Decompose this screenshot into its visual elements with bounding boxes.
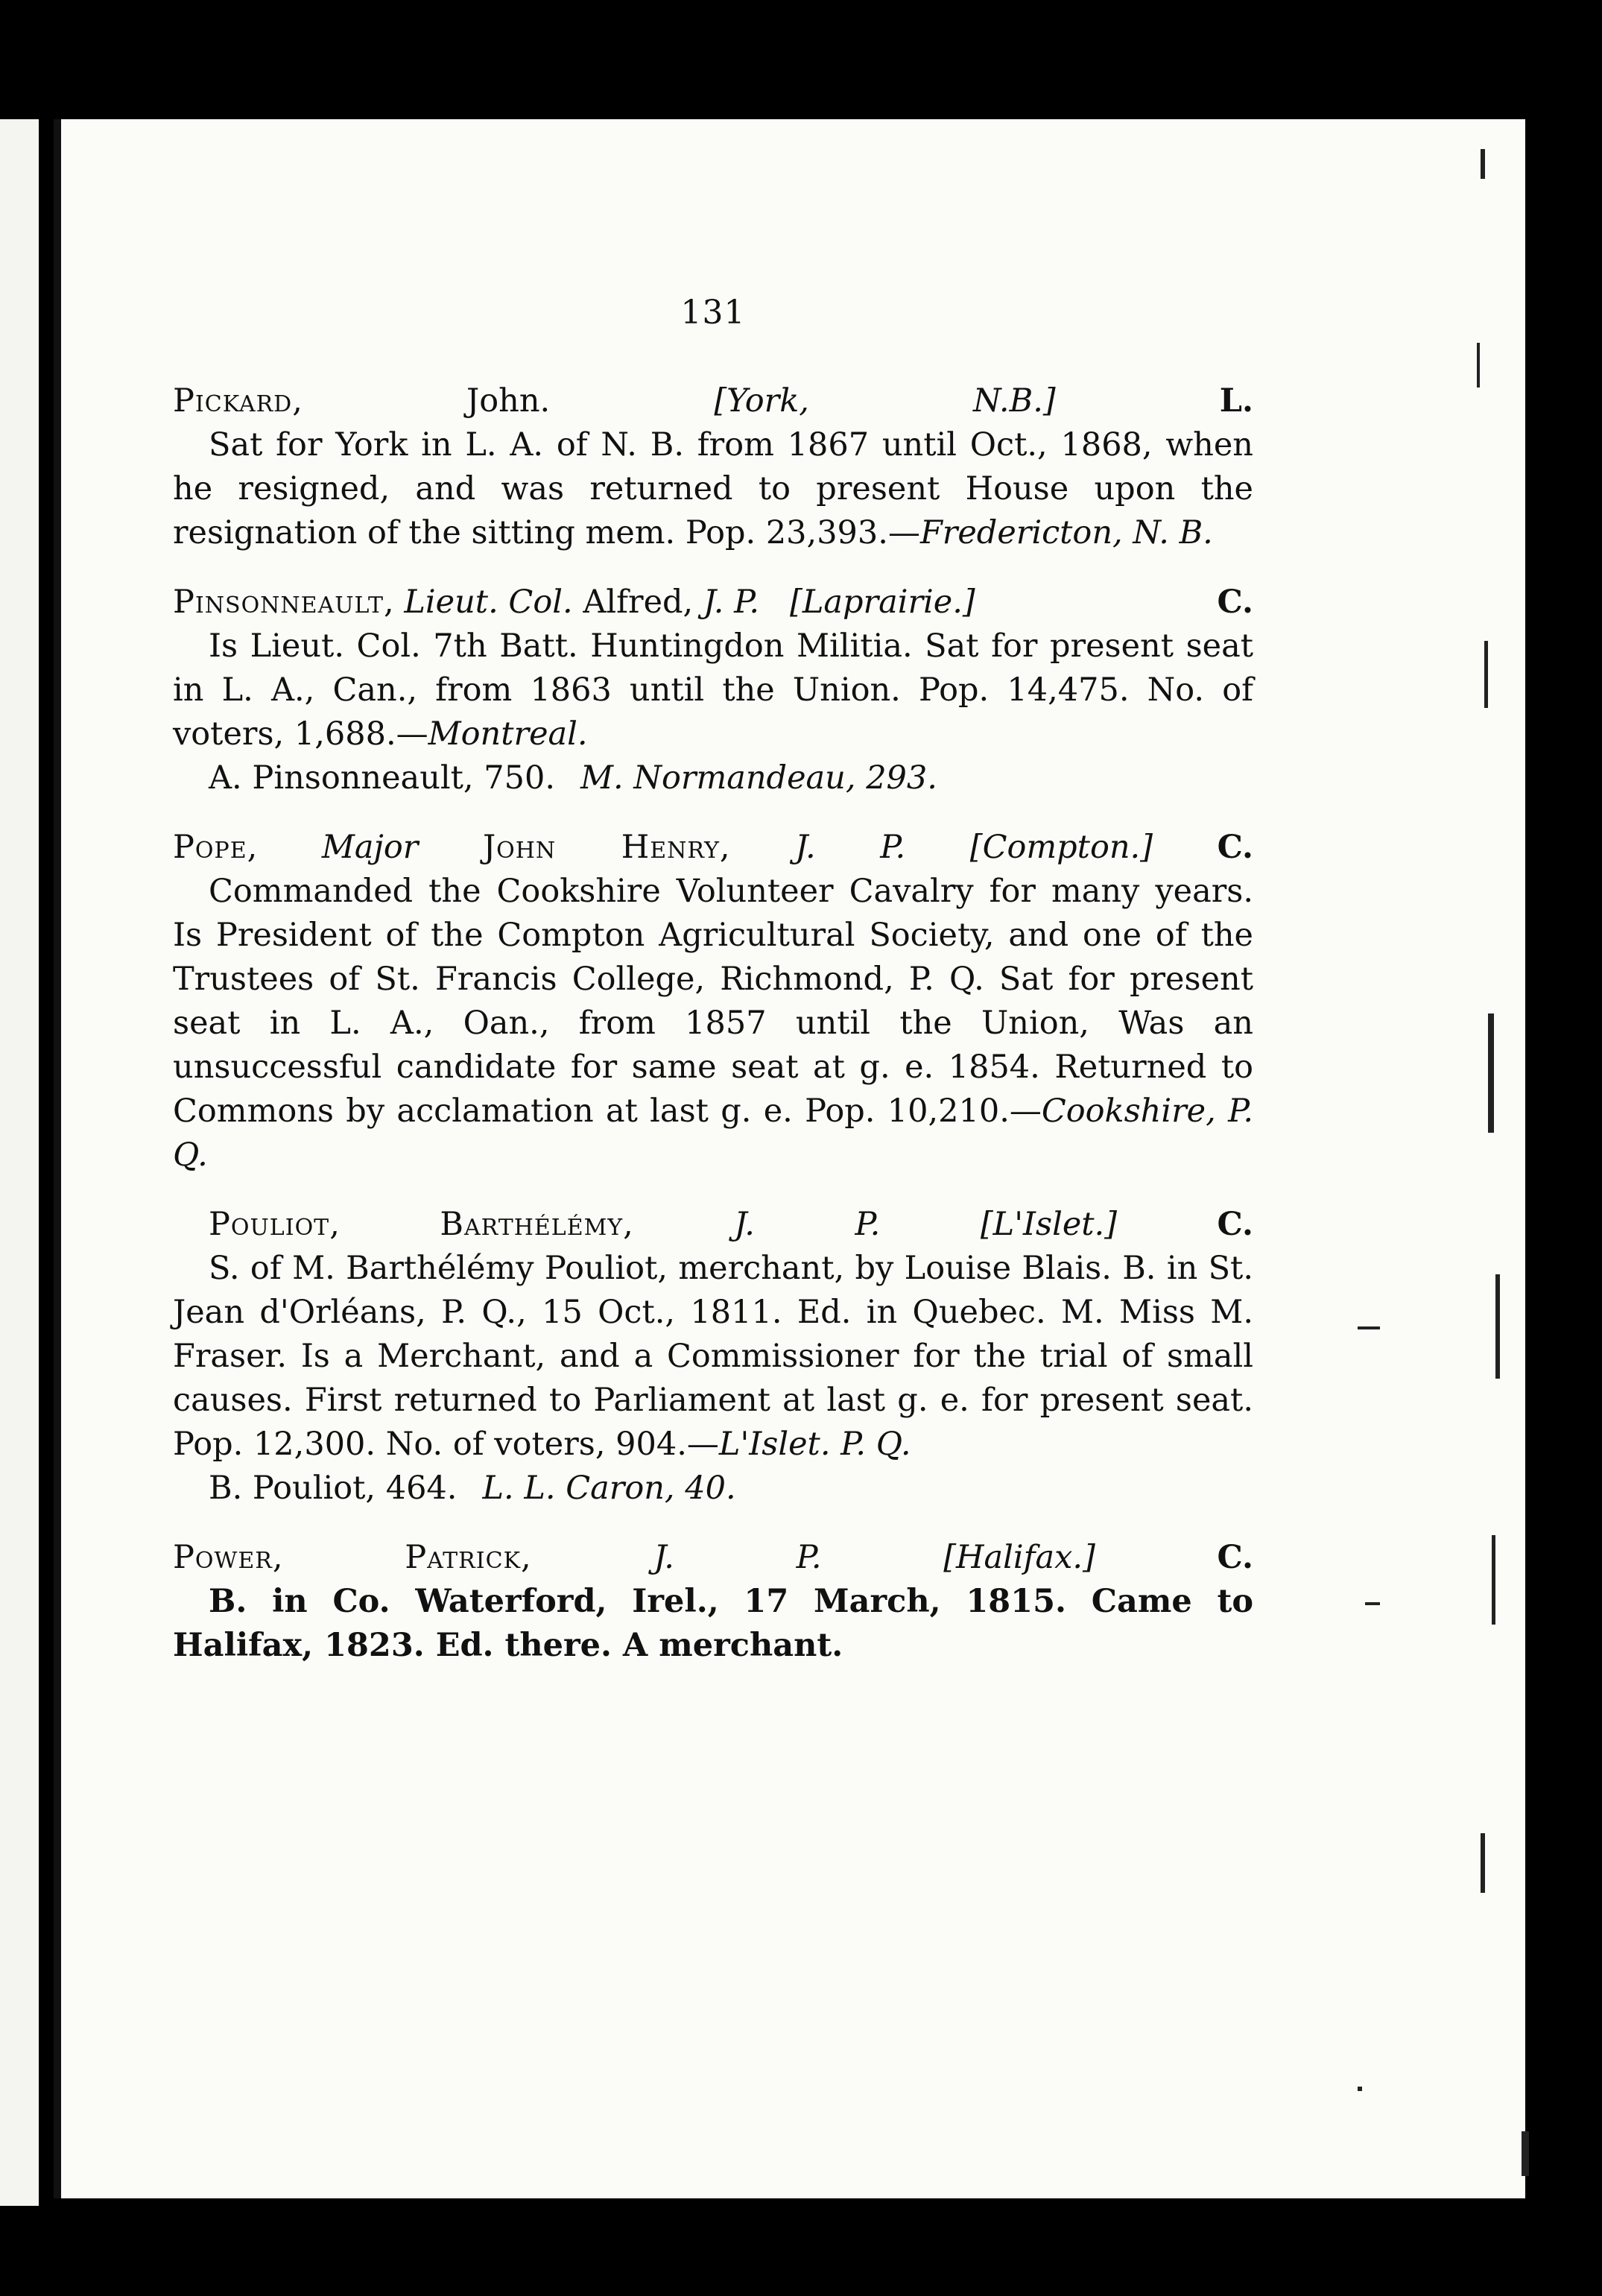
constituency: [Halifax.]	[943, 1539, 1095, 1576]
entry-body	[173, 1247, 1253, 1467]
given-name: Alfred,	[583, 584, 694, 621]
entry-pouliot	[173, 1203, 1253, 1511]
biography: S. of M. Barthélémy Pouliot, merchant, by Louise Blais. B. in St. Jean d'Orléans, P. Q., 15 Oct., 1811. Ed. in Quebec. M. Miss M. Fraser. Is a Merchant, and a Commissioner for the trial of small causes. First returned to Parliament at last g. e. for present seat. Pop. 12,300. No. of voters, 904.—	[173, 1250, 1253, 1463]
constituency: [L'Islet.]	[980, 1206, 1118, 1243]
winner-votes: A. Pinsonneault, 750.	[209, 759, 556, 797]
constituency: [Laprairie.]	[790, 584, 975, 621]
page-number: 131	[680, 294, 746, 332]
given-name: Patrick,	[405, 1539, 532, 1576]
residence: L'Islet. P. Q.	[718, 1426, 911, 1463]
entry-heading: Power, Patrick, J. P. [Halifax.] C.	[173, 1539, 1253, 1576]
entry-heading: Pouliot, Barthélémy, J. P. [L'Islet.] C.	[209, 1206, 1253, 1243]
scan-speck	[1522, 2131, 1529, 2176]
winner-votes: B. Pouliot, 464.	[209, 1470, 458, 1507]
entry-pinsonneault	[173, 581, 1253, 800]
constituency: [York, N.B.]	[714, 382, 1056, 420]
biography: Sat for York in L. A. of N. B. from 1867 until Oct., 1868, when he resigned, and was returned to present House upon the resignation of the sitting mem. Pop. 23,393.—	[173, 426, 1253, 551]
party-letter: L.	[1219, 382, 1253, 420]
constituency: [Compton.]	[969, 829, 1153, 866]
rank: Lieut. Col.	[404, 584, 573, 621]
party-letter: C.	[1217, 1206, 1253, 1243]
scan-speck	[1358, 2087, 1362, 2091]
election-result	[173, 1467, 1253, 1511]
scan-speck	[1495, 1274, 1500, 1379]
biography: Commanded the Cookshire Volunteer Cavalry for many years. Is President of the Compton Agricultural Society, and one of the Trustees of St. Francis College, Richmond, P. Q. Sat for present seat in L. A., Oan., from 1857 until the Union, Was an unsuccessful candidate for same seat at g. e. 1854. Returned to Commons by acclamation at last g. e. Pop. 10,210.—	[173, 873, 1253, 1130]
scan-speck	[1488, 1013, 1494, 1133]
adjacent-page-edge	[0, 119, 39, 2206]
honorific: J. P.	[734, 1206, 881, 1243]
party-letter: C.	[1217, 829, 1254, 866]
scan-speck	[1477, 343, 1480, 388]
surname: Power	[173, 1539, 273, 1576]
scan-speck	[1492, 1535, 1495, 1625]
entry-body: B. in Co. Waterford, Irel., 17 March, 1815. Came to Halifax, 1823. Ed. there. A merchant.	[173, 1583, 1253, 1664]
entry-body	[173, 624, 1253, 756]
entry-power	[173, 1536, 1253, 1668]
entry-pope	[173, 826, 1253, 1177]
given-name: John Henry,	[482, 829, 731, 866]
residence: Montreal.	[428, 715, 588, 753]
scan-speck	[1484, 641, 1488, 708]
entry-heading	[173, 379, 1253, 423]
residence: Fredericton, N. B.	[919, 514, 1213, 551]
given-name: , John.	[292, 382, 551, 420]
scan-speck	[1481, 1833, 1485, 1893]
party-letter: C.	[1217, 1539, 1253, 1576]
entry-pickard	[173, 379, 1253, 555]
surname: Pouliot	[209, 1206, 330, 1243]
scan-speck	[1365, 1602, 1380, 1605]
page-text	[173, 291, 1253, 1693]
surname: Pinsonneault	[173, 584, 384, 621]
entry-heading: Pope, Major John Henry, J. P. [Compton.] C.	[173, 829, 1254, 866]
entry-heading: Pinsonneault, Lieut. Col. Alfred, J. P. [Laprairie.] C.	[173, 581, 1253, 624]
entry-body	[173, 870, 1253, 1177]
runner-up-votes: L. L. Caron, 40.	[482, 1470, 736, 1507]
honorific: J. P.	[795, 829, 906, 866]
honorific: J. P.	[703, 584, 760, 621]
scan-speck	[1358, 1326, 1380, 1329]
surname: Pope	[173, 829, 247, 866]
residence: Cookshire, P. Q.	[173, 1092, 1253, 1174]
party-letter: C.	[1217, 584, 1253, 621]
election-result	[173, 756, 1253, 800]
given-name: Barthélémy,	[440, 1206, 634, 1243]
surname: Pickard	[173, 382, 293, 420]
book-page	[54, 119, 1525, 2198]
biography: Is Lieut. Col. 7th Batt. Huntingdon Militia. Sat for present seat in L. A., Can., from 1863 until the Union. Pop. 14,475. No. of voters, 1,688.—	[173, 627, 1253, 753]
entry-body	[173, 423, 1253, 555]
honorific: J. P.	[653, 1539, 822, 1576]
runner-up-votes: M. Normandeau, 293.	[580, 759, 937, 797]
rank: Major	[321, 829, 419, 866]
scan-speck	[1481, 149, 1485, 179]
